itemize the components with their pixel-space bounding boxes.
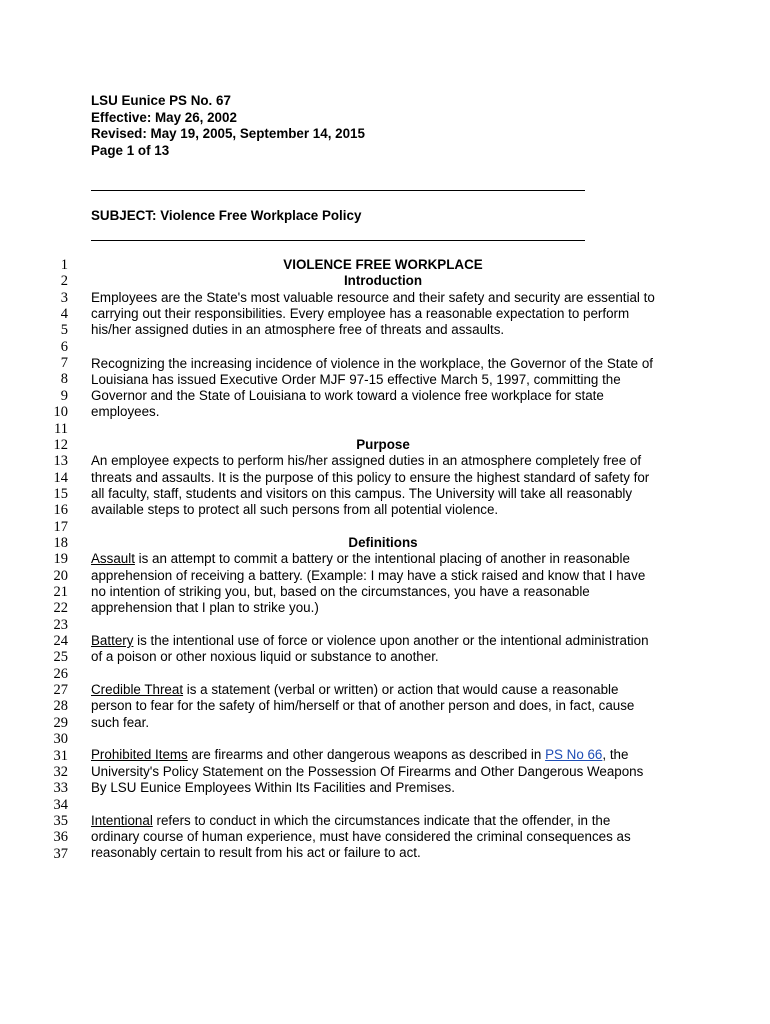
document-title: VIOLENCE FREE WORKPLACE xyxy=(283,257,483,272)
line-number: 29 xyxy=(53,714,68,731)
term-credible-threat: Credible Threat xyxy=(91,682,184,697)
purpose-heading: Purpose xyxy=(356,437,410,452)
document-header xyxy=(91,93,365,159)
ps-66-link[interactable]: PS No 66 xyxy=(545,747,603,762)
effective-date: Effective: May 26, 2002 xyxy=(91,109,237,125)
revised-dates: Revised: May 19, 2005, September 14, 2015 xyxy=(91,126,365,141)
line-number: 33 xyxy=(53,780,68,797)
line-number: 16 xyxy=(53,502,68,519)
definition-assault: Assault is an attempt to commit a battery or the intentional placing of another in reasonable xyxy=(91,551,630,566)
line-number: 5 xyxy=(60,322,68,339)
line-number: 1 xyxy=(60,257,68,273)
definitions-heading: Definitions xyxy=(348,535,418,550)
body-line: apprehension of receiving a battery. (Example: I may have a stick raised and know that I have xyxy=(91,568,646,583)
header-divider xyxy=(91,190,585,191)
term-assault: Assault xyxy=(91,551,135,566)
term-prohibited-items: Prohibited Items xyxy=(91,747,188,762)
line-number: 2 xyxy=(60,273,68,290)
page-indicator: Page 1 of 13 xyxy=(91,142,170,158)
line-number: 25 xyxy=(53,649,68,666)
line-number: 37 xyxy=(53,845,68,862)
body-line: Governor and the State of Louisiana to work toward a violence free workplace for state xyxy=(91,388,604,403)
line-number: 31 xyxy=(53,747,68,764)
subject-divider xyxy=(91,240,585,241)
body-line: person to fear for the safety of him/herself or that of another person and does, in fact, cause xyxy=(91,698,635,713)
line-number: 34 xyxy=(53,796,68,813)
line-number: 22 xyxy=(53,600,68,617)
body-line: such fear. xyxy=(91,715,150,730)
body-line: Recognizing the increasing incidence of violence in the workplace, the Governor of the State of xyxy=(91,356,653,371)
line-number: 7 xyxy=(60,355,68,372)
line-number: 3 xyxy=(60,289,68,306)
line-number: 17 xyxy=(53,518,68,535)
line-number: 23 xyxy=(53,616,68,633)
line-number: 27 xyxy=(53,682,68,699)
body-line: An employee expects to perform his/her assigned duties in an atmosphere completely free of xyxy=(91,453,642,468)
line-number: 36 xyxy=(53,829,68,846)
definition-credible-threat: Credible Threat is a statement (verbal or written) or action that would cause a reasonable xyxy=(91,682,619,697)
body-line: of a poison or other noxious liquid or substance to another. xyxy=(91,649,439,664)
line-number: 30 xyxy=(53,731,68,748)
line-number: 11 xyxy=(54,420,68,437)
body-line: available steps to protect all such persons from all potential violence. xyxy=(91,502,499,517)
line-number: 18 xyxy=(53,534,68,551)
body-line: By LSU Eunice Employees Within Its Facilities and Premises. xyxy=(91,780,455,795)
body-line: his/her assigned duties in an atmosphere free of threats and assaults. xyxy=(91,322,505,337)
body-line: carrying out their responsibilities. Every employee has a reasonable expectation to perform xyxy=(91,306,630,321)
body-line: threats and assaults. It is the purpose of this policy to ensure the highest standard of safety for xyxy=(91,470,650,485)
line-number: 14 xyxy=(53,469,68,486)
line-number: 24 xyxy=(53,633,68,650)
body-line: Louisiana has issued Executive Order MJF 97-15 effective March 5, 1997, committing the xyxy=(91,372,621,387)
term-intentional: Intentional xyxy=(91,813,153,828)
body-line: apprehension that I plan to strike you.) xyxy=(91,600,319,615)
definition-battery: Battery is the intentional use of force or violence upon another or the intentional administration xyxy=(91,633,649,648)
definition-prohibited-items: Prohibited Items are firearms and other dangerous weapons as described in PS No 66, the xyxy=(91,747,629,762)
body-line: all faculty, staff, students and visitors on this campus. The University will take all reasonably xyxy=(91,486,633,501)
line-number: 35 xyxy=(53,812,68,829)
line-number: 21 xyxy=(53,584,68,600)
subject-line: SUBJECT: Violence Free Workplace Policy xyxy=(91,208,362,223)
policy-number: LSU Eunice PS No. 67 xyxy=(91,93,231,108)
body-line: employees. xyxy=(91,404,160,419)
line-number: 12 xyxy=(53,436,68,453)
body-line: University's Policy Statement on the Possession Of Firearms and Other Dangerous Weapons xyxy=(91,764,644,779)
line-number: 28 xyxy=(53,698,68,715)
introduction-heading: Introduction xyxy=(343,273,423,288)
definition-intentional: Intentional refers to conduct in which the circumstances indicate that the offender, in the xyxy=(91,813,611,828)
term-battery: Battery xyxy=(91,633,134,648)
body-line: ordinary course of human experience, must have considered the criminal consequences as xyxy=(91,829,631,844)
body-line: reasonably certain to result from his act or failure to act. xyxy=(91,845,421,860)
line-number: 6 xyxy=(60,338,68,355)
line-number: 13 xyxy=(53,453,68,470)
line-number: 8 xyxy=(60,371,68,388)
line-number: 15 xyxy=(53,485,68,502)
line-number: 10 xyxy=(53,404,68,421)
line-number: 9 xyxy=(60,387,68,404)
line-number: 4 xyxy=(60,306,68,323)
body-line: no intention of striking you, but, based on the circumstances, you have a reasonable xyxy=(91,584,590,599)
line-number: 19 xyxy=(53,551,68,568)
body-line: Employees are the State's most valuable resource and their safety and security are essential to xyxy=(91,290,655,305)
line-number: 20 xyxy=(53,567,68,584)
line-number: 26 xyxy=(53,665,68,682)
line-number: 32 xyxy=(53,763,68,780)
